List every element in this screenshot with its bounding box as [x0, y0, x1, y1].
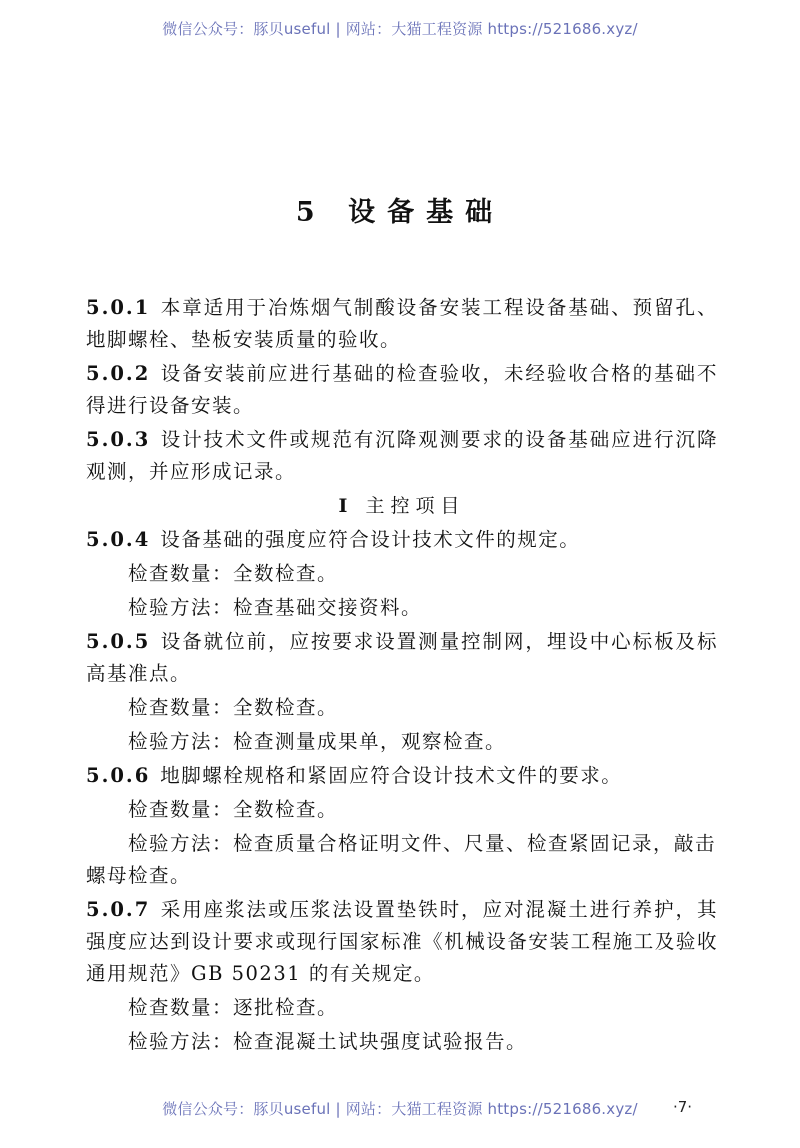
clause-number: 5.0.2 [86, 362, 151, 385]
inspection-quantity: 检查数量：全数检查。 [128, 562, 339, 585]
clause-5-0-1 [86, 292, 718, 356]
clause-text: 本章适用于冶炼烟气制酸设备安装工程设备基础、预留孔、地脚螺栓、垫板安装质量的验收。 [86, 296, 718, 351]
section-main-items [86, 490, 718, 522]
inspection-quantity: 检查数量：全数检查。 [128, 696, 339, 719]
clause-number: 5.0.4 [86, 528, 151, 551]
chapter-title: 5 设备基础 [295, 197, 505, 228]
clause-number: 5.0.7 [86, 898, 151, 921]
clause-5-0-7 [86, 894, 718, 990]
clause-5-0-5 [86, 626, 718, 690]
document-body [86, 292, 718, 1060]
section-roman: I [338, 495, 354, 517]
clause-text: 设备基础的强度应符合设计技术文件的规定。 [160, 528, 581, 551]
inspection-method-first-line: 检验方法：检查质量合格证明文件、尺量、检查紧固记录，敲击 [128, 832, 717, 855]
inspection-method: 检验方法：检查基础交接资料。 [128, 596, 423, 619]
clause-5-0-4 [86, 524, 718, 556]
inspection-quantity: 检查数量：逐批检查。 [128, 996, 339, 1019]
clause-number: 5.0.5 [86, 630, 151, 653]
watermark-bottom: 微信公众号：豚贝useful | 网站：大猫工程资源 https://521686.xyz/ [162, 1100, 638, 1118]
inspection-method [86, 828, 718, 892]
clause-5-0-6 [86, 760, 718, 792]
clause-number: 5.0.6 [86, 764, 151, 787]
section-title: 主控项目 [365, 495, 466, 517]
inspection-method: 检验方法：检查测量成果单，观察检查。 [128, 730, 507, 753]
clause-number: 5.0.3 [86, 428, 151, 451]
inspection-method: 检验方法：检查混凝土试块强度试验报告。 [128, 1030, 528, 1053]
clause-text: 采用座浆法或压浆法设置垫铁时，应对混凝土进行养护，其强度应达到设计要求或现行国家标准《机械设备安装工程施工及验收通用规范》GB 50231 的有关规定。 [86, 898, 718, 985]
clause-5-0-3 [86, 424, 718, 488]
clause-text: 地脚螺栓规格和紧固应符合设计技术文件的要求。 [160, 764, 623, 787]
clause-text: 设计技术文件或规范有沉降观测要求的设备基础应进行沉降观测，并应形成记录。 [86, 428, 718, 483]
inspection-method-continuation: 螺母检查。 [86, 864, 192, 887]
clause-text: 设备安装前应进行基础的检查验收，未经验收合格的基础不得进行设备安装。 [86, 362, 718, 417]
watermark-top: 微信公众号：豚贝useful | 网站：大猫工程资源 https://521686.xyz/ [162, 20, 638, 38]
clause-text: 设备就位前，应按要求设置测量控制网，埋设中心标板及标高基准点。 [86, 630, 718, 685]
inspection-quantity: 检查数量：全数检查。 [128, 798, 339, 821]
page-number: ·7· [673, 1098, 693, 1116]
clause-number: 5.0.1 [86, 296, 151, 319]
clause-5-0-2 [86, 358, 718, 422]
